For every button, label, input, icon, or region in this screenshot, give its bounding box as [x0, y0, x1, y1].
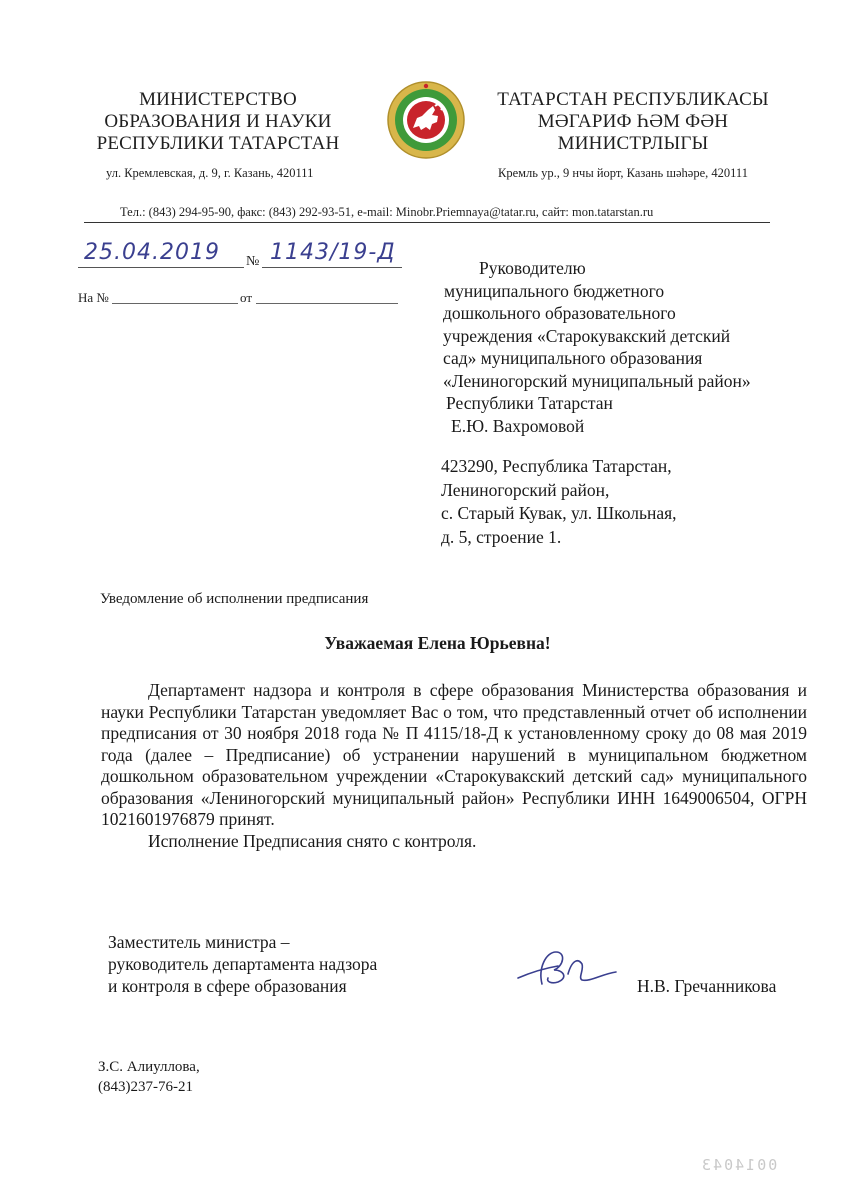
ministry-address-russian: ул. Кремлевская, д. 9, г. Казань, 420111	[106, 166, 314, 180]
number-underline	[262, 267, 402, 268]
signatory-position: Заместитель министра – руководитель департамента надзора и контроля в сфере образования	[108, 932, 378, 996]
ministry-address-tatar: Кремль ур., 9 нчы йорт, Казань шәһәре, 420111	[498, 166, 748, 180]
ministry-title-tatar: ТАТАРСТАН РЕСПУБЛИКАСЫ МӘГАРИФ ҺӘМ ФӘН МИНИСТРЛЫГЫ	[497, 89, 769, 154]
recipient-block: Руководителю муниципального бюджетного дошкольного образовательного учреждения «Старокувакский детский сад» муниципального образования «Лениногорский муниципальный район» Республики Татарстан Е.Ю. Вахромовой	[443, 258, 751, 436]
letter-subject: Уведомление об исполнении предписания	[100, 591, 369, 607]
ministry-title-russian: МИНИСТЕРСТВО ОБРАЗОВАНИЯ И НАУКИ РЕСПУБЛИКИ ТАТАРСТАН	[96, 89, 340, 154]
header-divider	[84, 222, 770, 223]
body-paragraph: Департамент надзора и контроля в сфере образования Министерства образования и науки Республики Татарстан уведомляет Вас о том, что представленный отчет об исполнении предписания от 30 ноября 2018 года № П 4115/18-Д к установленному сроку до 08 мая 2019 года (далее – Предписание) об устранении нарушений в муниципальном бюджетном дошкольном образовательном учреждении «Старокувакский детский сад» муниципального образования «Лениногорский муниципальный район» Республики ИНН 1649006504, ОГРН 1021601976879 принят.	[101, 680, 807, 829]
recipient-address: 423290, Республика Татарстан, Лениногорский район, с. Старый Кувак, ул. Школьная, д. 5, строение 1.	[441, 456, 677, 547]
body-paragraph: Исполнение Предписания снято с контроля.	[148, 830, 477, 851]
reply-number-line	[112, 303, 238, 304]
registration-number-sign: №	[246, 254, 260, 269]
date-underline	[78, 267, 244, 268]
salutation: Уважаемая Елена Юрьевна!	[324, 633, 551, 653]
registration-number: 1143/19-Д	[270, 240, 396, 265]
reply-date-label: от	[240, 290, 253, 305]
executor-info	[98, 1057, 200, 1097]
letter-body	[101, 680, 807, 852]
form-serial-number: 0014043	[700, 1156, 778, 1174]
handwritten-signature-icon	[512, 938, 622, 994]
ministry-contacts: Тел.: (843) 294-95-90, факс: (843) 292-93-51, e-mail: Minobr.Priemnaya@tatar.ru, сайт: mon.tatarstan.ru	[120, 205, 654, 219]
tatarstan-emblem-icon	[386, 80, 466, 160]
reply-reference-label: На №	[78, 290, 109, 305]
reply-date-line	[256, 303, 398, 304]
executor-name: З.С. Алиуллова,	[98, 1059, 200, 1075]
executor-phone: (843)237-76-21	[98, 1079, 193, 1095]
registration-date: 25.04.2019	[84, 240, 220, 265]
signatory-name: Н.В. Гречанникова	[637, 976, 777, 996]
